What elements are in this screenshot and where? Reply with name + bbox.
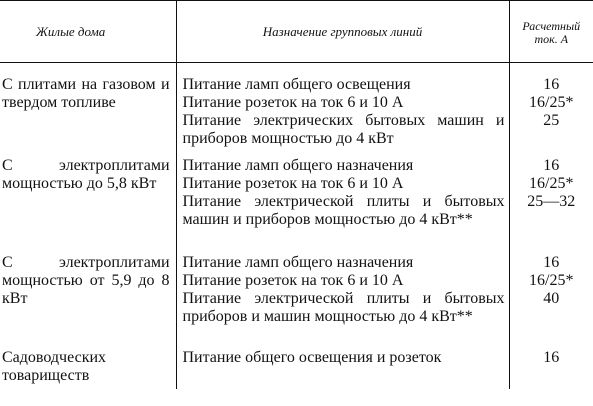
header-current-line1: Расчетный <box>522 18 581 33</box>
purpose-line: Питание розеток на ток 6 и 10 А <box>182 175 404 192</box>
purpose-line: Питание электрических бытовых машин и приборов мощностью до 4 кВт <box>182 112 505 147</box>
header-buildings: Жилые дома <box>0 1 176 63</box>
current-value: 16/25* <box>529 94 574 111</box>
building-cell: Садоводческих товариществ <box>0 343 176 389</box>
current-value: 25—32 <box>527 193 576 210</box>
purpose-line: Питание ламп общего освещения <box>182 76 411 93</box>
header-purpose: Назначение групповых линий <box>176 1 509 63</box>
current-value: 16/25* <box>529 272 574 289</box>
table-row <box>0 247 593 343</box>
purpose-line: Питание розеток на ток 6 и 10 А <box>182 272 404 289</box>
header-current-line2: ток. А <box>534 31 569 46</box>
current-value: 16 <box>543 157 560 174</box>
current-cell <box>509 343 593 389</box>
table-row <box>0 343 593 389</box>
building-cell: С электроплитами мощностью до 5,8 кВт <box>0 148 176 247</box>
purpose-cell <box>176 343 509 389</box>
purpose-line: Питание электрической плиты и бытовых машин и приборов мощностью до 4 кВт** <box>182 193 505 228</box>
current-value: 16 <box>543 254 560 271</box>
current-value: 25 <box>543 112 560 129</box>
purpose-line: Питание розеток на ток 6 и 10 А <box>182 94 404 111</box>
purpose-cell <box>176 63 509 149</box>
purpose-line: Питание электрической плиты и бытовых приборов и машин мощностью до 4 кВт** <box>182 290 505 325</box>
header-current <box>509 1 593 63</box>
purpose-line: Питание общего освещения и розеток <box>182 349 442 366</box>
purpose-line: Питание ламп общего назначения <box>182 254 414 271</box>
current-cell <box>509 148 593 247</box>
purpose-cell <box>176 148 509 247</box>
current-cell <box>509 63 593 149</box>
table-row <box>0 63 593 149</box>
purpose-line: Питание ламп общего назначения <box>182 157 414 174</box>
current-value: 16 <box>543 349 560 366</box>
current-cell <box>509 247 593 343</box>
table-header-row <box>0 1 593 63</box>
building-cell: С плитами на газовом и твердом топливе <box>0 63 176 149</box>
table-row <box>0 148 593 247</box>
purpose-cell <box>176 247 509 343</box>
current-value: 16/25* <box>529 175 574 192</box>
current-value: 16 <box>543 76 560 93</box>
building-cell: С электроплитами мощностью от 5,9 до 8 кВт <box>0 247 176 343</box>
current-value: 40 <box>543 290 560 307</box>
